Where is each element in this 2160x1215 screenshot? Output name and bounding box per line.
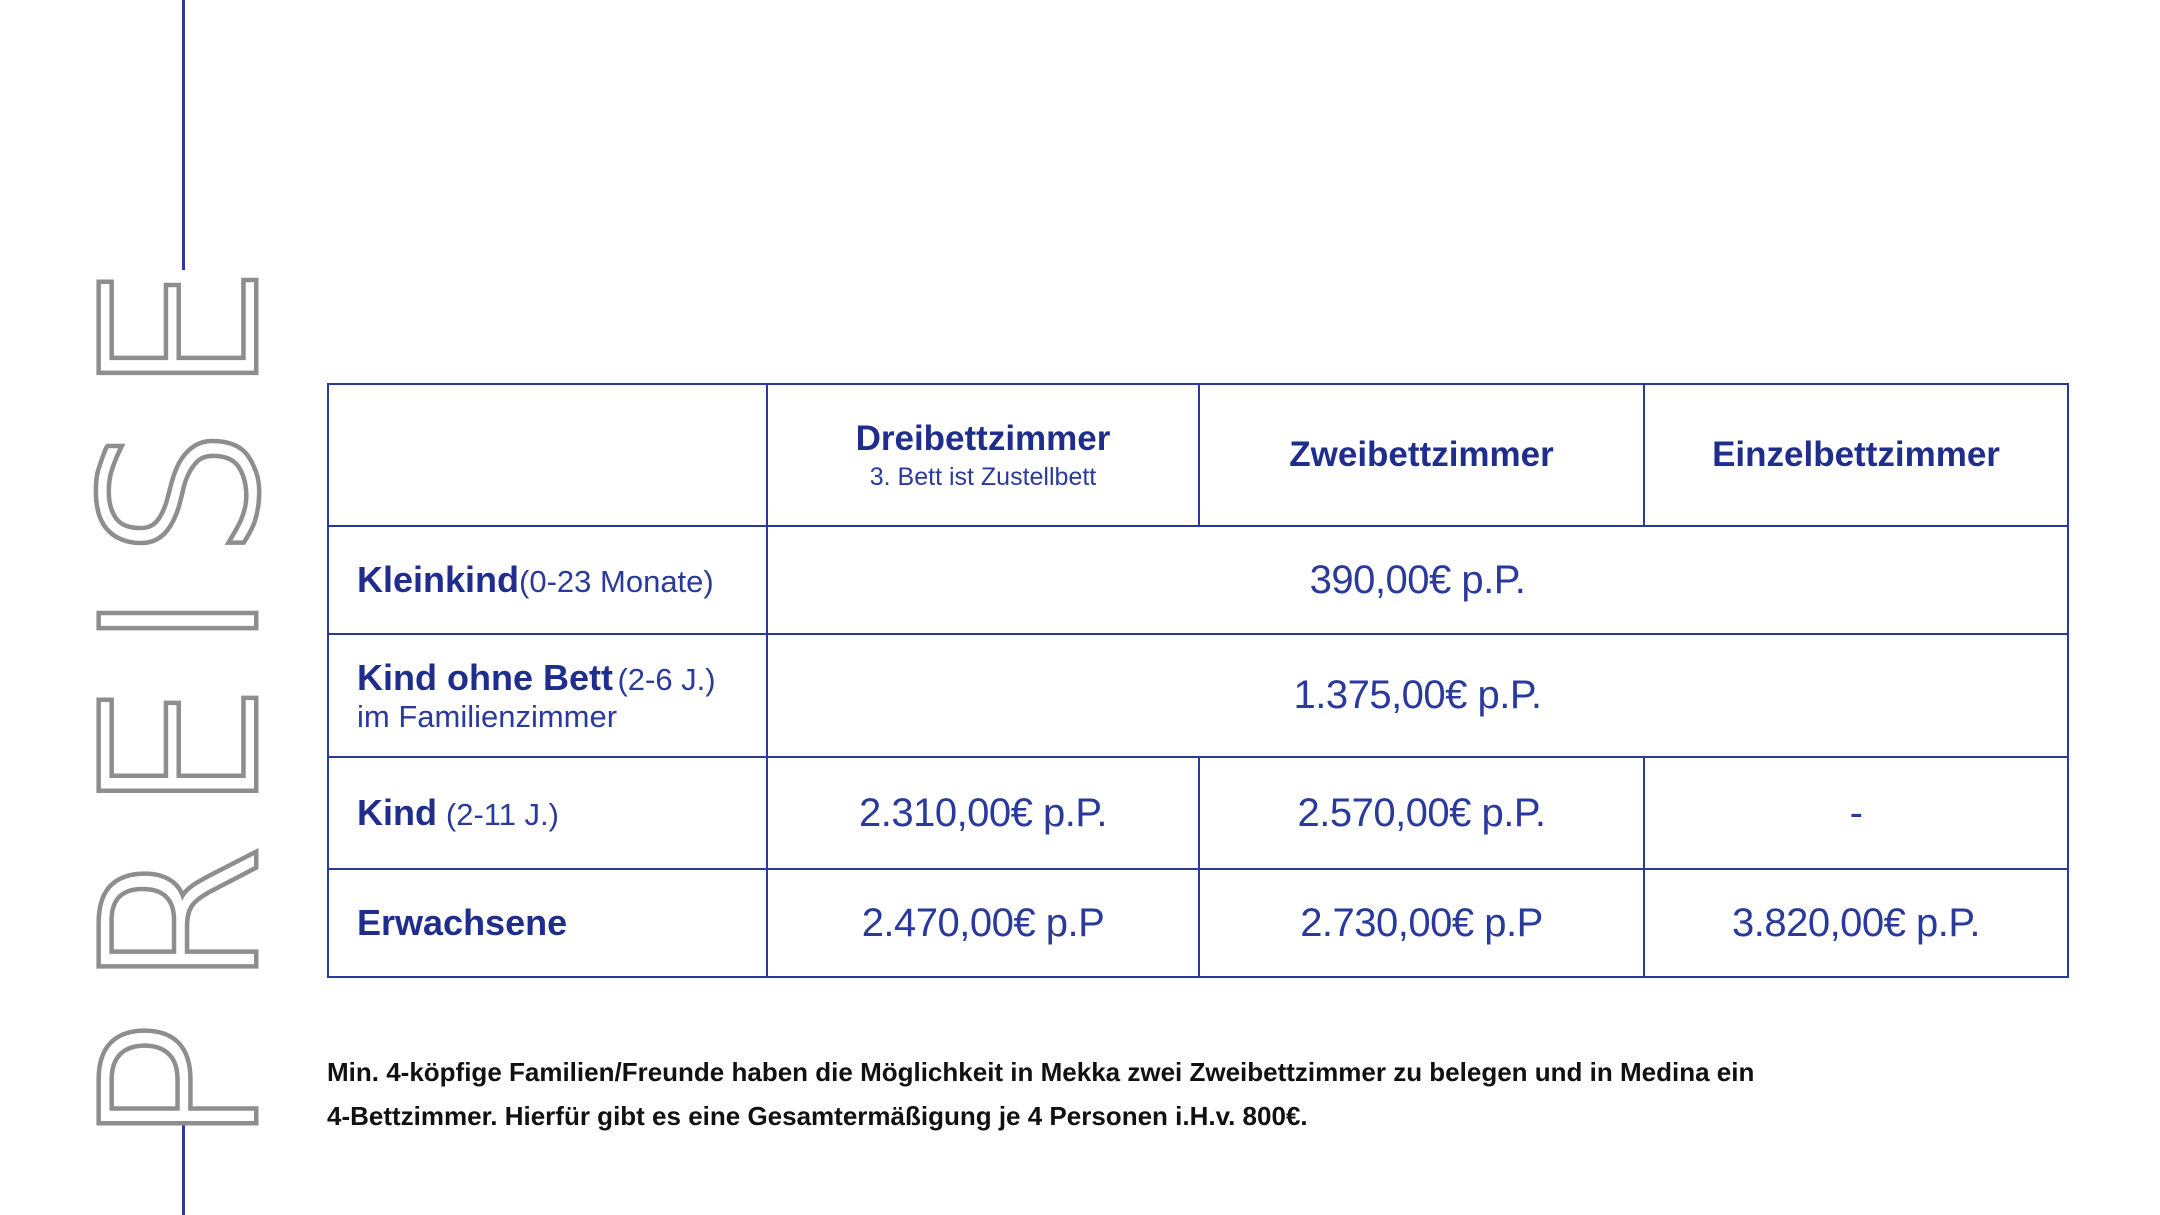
price-value: 3.820,00€ p.P. [1731, 900, 1981, 945]
table-row [328, 634, 2068, 757]
row-label-erwachsene [328, 869, 767, 977]
price-value: 2.310,00€ p.P. [858, 790, 1108, 835]
column-label: Dreibettzimmer [855, 418, 1111, 458]
column-label: Zweibettzimmer [1289, 435, 1554, 474]
price-value: 390,00€ p.P. [1309, 557, 1526, 602]
header-einzelbettzimmer [1644, 384, 2068, 526]
row-label: Erwachsene [357, 902, 568, 943]
header-empty-cell [328, 384, 767, 526]
table-header-row [328, 384, 2068, 526]
row-note: (2-11 J.) [445, 797, 559, 832]
row-label-kind-ohne-bett [328, 634, 767, 757]
footnote-line: Min. 4-köpfige Familien/Freunde haben die Möglichkeit in Mekka zwei Zweibettzimmer zu belegen und in Medina ein [327, 1057, 1755, 1087]
row-label: Kind ohne Bett [357, 656, 613, 698]
row-note-line2: im Familienzimmer [357, 698, 618, 734]
price-cell [767, 757, 1199, 869]
price-cell [1644, 757, 2068, 869]
table-row [328, 757, 2068, 869]
table-row [328, 869, 2068, 977]
column-sublabel: 3. Bett ist Zustellbett [869, 462, 1097, 491]
row-label-kind [328, 757, 767, 869]
header-dreibettzimmer [767, 384, 1199, 526]
row-note: (2-6 J.) [617, 661, 716, 697]
price-table [327, 383, 2069, 978]
decorative-line-top [182, 0, 185, 270]
price-cell [1199, 757, 1644, 869]
price-cell [1199, 869, 1644, 977]
price-cell-merged [767, 526, 2068, 634]
price-value: - [1849, 790, 1863, 835]
row-label-kleinkind [328, 526, 767, 634]
row-note: (0-23 Monate) [519, 564, 714, 599]
footnote [327, 1050, 2027, 1138]
price-cell [1644, 869, 2068, 977]
header-zweibettzimmer [1199, 384, 1644, 526]
price-value: 2.730,00€ p.P [1300, 900, 1543, 945]
row-label: Kleinkind [357, 559, 520, 600]
column-label: Einzelbettzimmer [1712, 435, 2000, 474]
price-cell-merged [767, 634, 2068, 757]
page-title: PREISE [59, 233, 304, 1147]
price-value: 2.570,00€ p.P. [1297, 790, 1546, 835]
price-value: 1.375,00€ p.P. [1293, 673, 1542, 717]
footnote-line: 4-Bettzimmer. Hierfür gibt es eine Gesamtermäßigung je 4 Personen i.H.v. 800€. [327, 1101, 1308, 1131]
price-value: 2.470,00€ p.P [861, 900, 1105, 945]
row-label: Kind [357, 792, 437, 833]
price-cell [767, 869, 1199, 977]
table-row [328, 526, 2068, 634]
